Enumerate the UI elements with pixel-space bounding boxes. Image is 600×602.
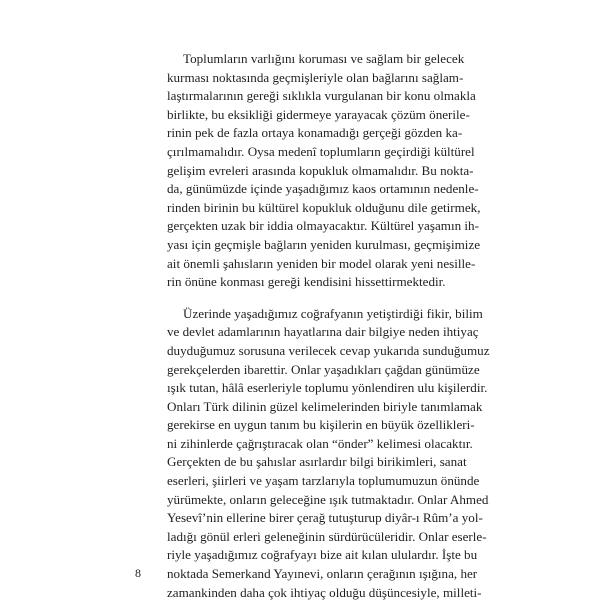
text-line: duyduğumuz sorusuna verilecek cevap yukarıda sunduğumuz [167,342,490,358]
text-line: ladığı gönül erleri geleneğinin sürdürücüleridir. Onlar eserle- [167,528,487,544]
text-line: Onları Türk dilinin güzel kelimelerinden biriyle tanımlamak [167,398,483,414]
text-line: rinden birinin bu kültürel kopukluk olduğunu dile getirmek, [167,199,481,215]
text-line: da, günümüzde içinde yaşadığımız kaos ortamının nedenle- [167,181,479,197]
text-line: rin önüne konması gereği kendisini hissettirmektedir. [167,274,446,290]
text-line: eserleri, şiirleri ve yaşam tarzlarıyla toplumumuzun önünde [167,473,480,489]
text-line: zamankinden daha çok ihtiyaç olduğu düşüncesiyle, milleti- [167,584,482,600]
text-line: noktada Semerkand Yayınevi, onların çerağının ışığına, her [167,566,478,582]
text-line: gerekçelerden ibarettir. Onlar yaşadıkları çağdan günümüze [167,361,480,377]
text-line: Toplumların varlığını koruması ve sağlam bir gelecek [183,51,465,66]
text-line: gelişim evreleri arasında kopukluk olmamalıdır. Bu nokta- [167,162,474,178]
text-line: ait önemli şahısların yeniden bir model olarak yeni nesille- [167,255,476,271]
page-number: 8 [135,566,141,580]
text-line: gerçekten uzak bir iddia olmayacaktır. Kültürel yaşamın ih- [167,218,479,234]
text-line: Gerçekten de bu şahıslar asırlardır bilgi birikimleri, sanat [167,454,467,470]
paragraph-1 [167,50,481,292]
text-line: yası için geçmişle bağların yeniden kurulması, geçmişimize [167,236,481,252]
body-text [167,50,490,602]
text-line: ışık tutan, hâlâ eserleriyle toplumu yönlendiren ulu kişilerdir. [167,380,488,396]
text-line: rinin pek de fazla ortaya konamadığı gerçeği gözden ka- [167,125,463,141]
text-line: çırılmamalıdır. Oysa medenî toplumların geçirdiği kültürel [167,143,475,159]
text-line: laştırmalarının gereği sıklıkla vurgulanan bir konu olmakla [167,88,476,104]
text-line: birlikte, bu eksikliği gidermeye yarayacak çözüm önerile- [167,106,470,122]
text-line: yürümekte, onların geleceğine ışık tutmaktadır. Onlar Ahmed [167,491,489,507]
text-line: Yesevî’nin ellerine birer çerağ tutuşturup diyâr-ı Rûm’a yol- [167,510,483,526]
text-line: kurması noktasında geçmişleriyle olan bağlarını sağlam- [167,69,464,85]
text-line: riyle yaşadığımız coğrafyayı bize ait kılan ululardır. İşte bu [167,547,478,563]
text-line: ve devlet adamlarının hayatlarına dair bilgiye neden ihtiyaç [167,324,479,340]
text-line: ni zihinlerde çağrıştıracak olan “önder” kelimesi olacaktır. [167,435,473,451]
text-line: Üzerinde yaşadığımız coğrafyanın yetiştirdiği fikir, bilim [183,305,483,321]
paragraph-2 [167,305,490,602]
text-line: gerekirse en uygun tanım bu kişilerin en büyük özellikleri- [167,417,475,433]
